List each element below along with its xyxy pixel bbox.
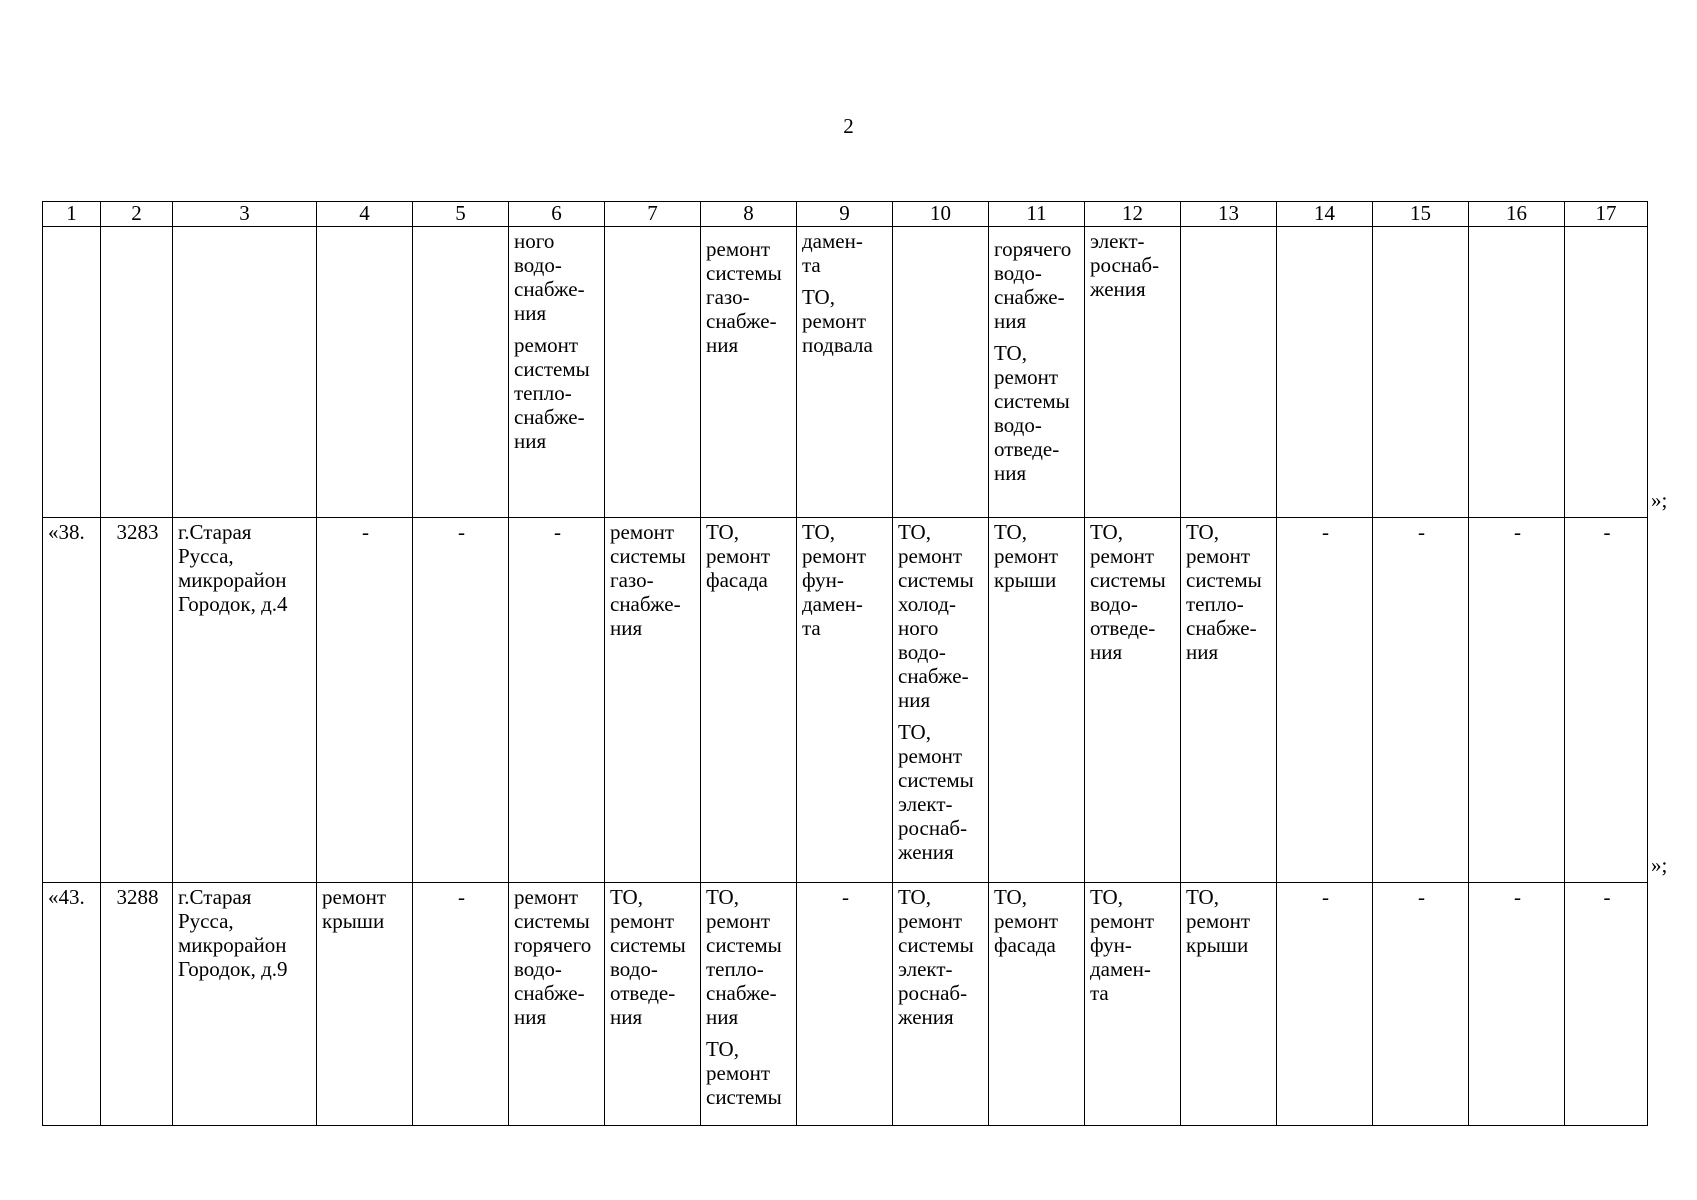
cell-text-line: ния xyxy=(514,301,547,325)
cell-text-line: ТО, xyxy=(1186,520,1219,544)
cell-paragraph xyxy=(1282,885,1369,909)
cell-text-line: роснаб- xyxy=(898,816,968,840)
cell-text-line: дамен- xyxy=(802,592,863,616)
table-cell-col-8 xyxy=(701,883,797,1126)
cell-text-line: системы xyxy=(898,933,974,957)
cell-text-line: системы xyxy=(706,1085,782,1109)
cell-text-line: - xyxy=(458,520,465,544)
row-closing-quote: »; xyxy=(1651,852,1668,877)
cell-paragraph xyxy=(1378,520,1465,544)
cell-paragraph xyxy=(1474,885,1561,909)
cell-text-line: ТО, xyxy=(802,520,835,544)
cell-text-line: фасада xyxy=(994,933,1056,957)
column-header-16: 16 xyxy=(1469,202,1565,227)
table-cell-col-15 xyxy=(1373,227,1469,518)
cell-text-line: ного xyxy=(514,229,555,253)
cell-text-line: ремонт xyxy=(322,885,387,909)
cell-text-line: отведе- xyxy=(610,981,676,1005)
cell-paragraph xyxy=(610,520,697,640)
cell-text-line: - xyxy=(1603,520,1611,544)
table-cell-col-3 xyxy=(173,227,317,518)
table-row xyxy=(43,883,1648,1126)
cell-text-line: г.Старая xyxy=(178,520,252,544)
table-cell-col-13 xyxy=(1181,883,1277,1126)
cell-text-line: ТО, xyxy=(898,520,931,544)
cell-text-line: - xyxy=(1322,520,1329,544)
column-header-3: 3 xyxy=(173,202,317,227)
cell-text-line: горячего xyxy=(514,933,592,957)
column-header-6: 6 xyxy=(509,202,605,227)
cell-text-line: фун- xyxy=(802,568,844,592)
cell-paragraph xyxy=(994,341,1081,485)
cell-text-line: отведе- xyxy=(994,437,1060,461)
cell-paragraph xyxy=(514,333,601,453)
cell-text-line: элект- xyxy=(1090,229,1145,253)
cell-paragraph xyxy=(802,229,889,277)
cell-paragraph xyxy=(1378,885,1465,909)
table-cell-col-15 xyxy=(1373,883,1469,1126)
cell-text-line: дамен- xyxy=(1090,957,1151,981)
cell-text-line: снабже- xyxy=(994,285,1065,309)
cell-text-line: жения xyxy=(898,840,954,864)
table-cell-col-10 xyxy=(893,883,989,1126)
cell-paragraph xyxy=(802,520,889,640)
cell-paragraph xyxy=(178,520,313,616)
table-cell-col-16 xyxy=(1469,227,1565,518)
cell-paragraph xyxy=(48,885,97,909)
cell-text-line: ТО, xyxy=(706,1037,739,1061)
cell-text-line: ТО, xyxy=(610,885,643,909)
cell-paragraph xyxy=(706,885,793,1029)
cell-text-line: ремонт xyxy=(514,885,579,909)
cell-text-line: газо- xyxy=(610,568,654,592)
cell-text-line: снабже- xyxy=(514,405,585,429)
table-cell-col-8 xyxy=(701,227,797,518)
table-cell-col-7 xyxy=(605,227,701,518)
table-cell-col-6 xyxy=(509,883,605,1126)
table-cell-col-16 xyxy=(1469,883,1565,1126)
table-cell-col-13 xyxy=(1181,227,1277,518)
cell-paragraph xyxy=(106,885,169,909)
cell-text-line: ния xyxy=(706,1005,739,1029)
column-header-5: 5 xyxy=(413,202,509,227)
cell-text-line: - xyxy=(1514,520,1521,544)
cell-paragraph xyxy=(1570,520,1644,544)
table-cell-col-3 xyxy=(173,883,317,1126)
cell-text-line: системы xyxy=(610,544,686,568)
cell-text-line: холод- xyxy=(898,592,956,616)
cell-text-line: водо- xyxy=(994,261,1042,285)
cell-text-line: ремонт xyxy=(610,520,675,544)
cell-text-line: та xyxy=(1090,981,1109,1005)
cell-text-line: ния xyxy=(1090,640,1123,664)
table-cell-col-13 xyxy=(1181,518,1277,883)
cell-paragraph xyxy=(898,520,985,712)
cell-paragraph xyxy=(418,885,505,909)
cell-text-line: снабже- xyxy=(514,277,585,301)
cell-paragraph xyxy=(706,237,793,357)
table-cell-col-15 xyxy=(1373,518,1469,883)
table-cell-col-12 xyxy=(1085,227,1181,518)
cell-text-line: ТО, xyxy=(994,520,1027,544)
table-cell-col-1 xyxy=(43,227,101,518)
cell-text-line: ремонт xyxy=(898,544,963,568)
cell-paragraph xyxy=(802,885,889,909)
cell-text-line: микрорайон xyxy=(178,568,287,592)
cell-text-line: ремонт xyxy=(898,909,963,933)
cell-paragraph xyxy=(1570,885,1644,909)
cell-text-line: ТО, xyxy=(994,341,1027,365)
cell-paragraph xyxy=(994,885,1081,957)
cell-text-line: тепло- xyxy=(706,957,764,981)
column-header-8: 8 xyxy=(701,202,797,227)
cell-paragraph xyxy=(514,229,601,325)
cell-paragraph xyxy=(1090,229,1177,301)
cell-text-line: системы xyxy=(1186,568,1262,592)
cell-text-line: отведе- xyxy=(1090,616,1156,640)
table-cell-col-11 xyxy=(989,883,1085,1126)
cell-paragraph xyxy=(1282,520,1369,544)
cell-text-line: горячего xyxy=(994,237,1072,261)
table-cell-col-10 xyxy=(893,227,989,518)
cell-text-line: - xyxy=(554,520,561,544)
cell-text-line: ремонт xyxy=(706,237,771,261)
table-cell-col-9 xyxy=(797,883,893,1126)
table-cell-col-16 xyxy=(1469,518,1565,883)
cell-text-line: ТО, xyxy=(1186,885,1219,909)
cell-text-line: роснаб- xyxy=(1090,253,1160,277)
cell-text-line: ного xyxy=(898,616,939,640)
table-cell-col-4 xyxy=(317,883,413,1126)
column-header-11: 11 xyxy=(989,202,1085,227)
table-cell-col-17 xyxy=(1565,518,1648,883)
cell-paragraph xyxy=(322,885,409,933)
cell-text-line: Русса, xyxy=(178,544,234,568)
cell-text-line: Городок, д.9 xyxy=(178,957,288,981)
table-cell-col-1 xyxy=(43,883,101,1126)
table-cell-col-5 xyxy=(413,227,509,518)
cell-text-line: водо- xyxy=(514,253,562,277)
table-cell-col-17 xyxy=(1565,227,1648,518)
cell-text-line: системы xyxy=(706,933,782,957)
table-cell-col-10 xyxy=(893,518,989,883)
cell-text-line: жения xyxy=(898,1005,954,1029)
cell-paragraph xyxy=(1090,520,1177,664)
cell-text-line: ремонт xyxy=(706,544,771,568)
cell-text-line: ТО, xyxy=(1090,520,1123,544)
cell-text-line: крыши xyxy=(322,909,385,933)
cell-text-line: ния xyxy=(610,616,643,640)
cell-text-line: жения xyxy=(1090,277,1146,301)
table-cell-col-1 xyxy=(43,518,101,883)
cell-text-line: - xyxy=(1603,885,1611,909)
cell-text-line: ремонт xyxy=(994,544,1059,568)
cell-text-line: ремонт xyxy=(1090,544,1155,568)
cell-text-line: ния xyxy=(514,429,547,453)
cell-text-line: ния xyxy=(1186,640,1219,664)
column-header-2: 2 xyxy=(101,202,173,227)
column-header-13: 13 xyxy=(1181,202,1277,227)
cell-text-line: Городок, д.4 xyxy=(178,592,288,616)
cell-text-line: элект- xyxy=(898,792,953,816)
repair-schedule-table xyxy=(42,201,1648,1126)
cell-text-line: ремонт xyxy=(706,909,771,933)
column-header-9: 9 xyxy=(797,202,893,227)
table-cell-col-3 xyxy=(173,518,317,883)
cell-text-line: тепло- xyxy=(514,381,572,405)
cell-text-line: ремонт xyxy=(514,333,579,357)
cell-text-line: ТО, xyxy=(898,885,931,909)
table-cell-col-14 xyxy=(1277,883,1373,1126)
cell-paragraph xyxy=(898,720,985,864)
cell-text-line: системы xyxy=(898,768,974,792)
column-header-7: 7 xyxy=(605,202,701,227)
cell-text-line: дамен- xyxy=(802,229,863,253)
cell-text-line: элект- xyxy=(898,957,953,981)
cell-text-line: ТО, xyxy=(706,885,739,909)
cell-text-line: ремонт xyxy=(802,544,867,568)
cell-text-line: ремонт xyxy=(1186,909,1251,933)
cell-text-line: газо- xyxy=(706,285,750,309)
table-cell-col-5 xyxy=(413,518,509,883)
cell-text-line: ния xyxy=(706,333,739,357)
cell-text-line: снабже- xyxy=(1186,616,1257,640)
cell-paragraph xyxy=(1186,885,1273,957)
cell-text-line: снабже- xyxy=(706,309,777,333)
table-cell-col-8 xyxy=(701,518,797,883)
cell-text-line: водо- xyxy=(610,957,658,981)
cell-text-line: водо- xyxy=(994,413,1042,437)
cell-text-line: системы xyxy=(610,933,686,957)
cell-paragraph xyxy=(898,885,985,1029)
cell-paragraph xyxy=(514,520,601,544)
cell-text-line: системы xyxy=(514,909,590,933)
table-cell-col-4 xyxy=(317,518,413,883)
cell-paragraph xyxy=(514,885,601,1029)
table-cell-col-6 xyxy=(509,518,605,883)
cell-text-line: - xyxy=(1418,885,1425,909)
cell-text-line: - xyxy=(1418,520,1425,544)
cell-text-line: ния xyxy=(898,688,931,712)
cell-paragraph xyxy=(106,520,169,544)
table-cell-col-2 xyxy=(101,227,173,518)
cell-paragraph xyxy=(1090,885,1177,1005)
table-cell-col-11 xyxy=(989,518,1085,883)
table-header-row xyxy=(43,202,1648,227)
cell-text-line: ремонт xyxy=(994,365,1059,389)
table-row xyxy=(43,227,1648,518)
cell-text-line: 3283 xyxy=(116,520,159,544)
cell-text-line: снабже- xyxy=(898,664,969,688)
table-cell-col-14 xyxy=(1277,518,1373,883)
cell-text-line: ремонт xyxy=(802,309,867,333)
cell-text-line: - xyxy=(362,520,369,544)
cell-text-line: ТО, xyxy=(706,520,739,544)
table-cell-col-4 xyxy=(317,227,413,518)
cell-text-line: тепло- xyxy=(1186,592,1244,616)
cell-text-line: микрорайон xyxy=(178,933,287,957)
table-row xyxy=(43,518,1648,883)
table-cell-col-17 xyxy=(1565,883,1648,1126)
column-header-15: 15 xyxy=(1373,202,1469,227)
cell-text-line: ния xyxy=(610,1005,643,1029)
cell-text-line: ремонт xyxy=(994,909,1059,933)
cell-text-line: ремонт xyxy=(1090,909,1155,933)
cell-text-line: фасада xyxy=(706,568,768,592)
cell-paragraph xyxy=(802,285,889,357)
column-header-4: 4 xyxy=(317,202,413,227)
cell-text-line: крыши xyxy=(994,568,1057,592)
cell-text-line: ремонт xyxy=(1186,544,1251,568)
cell-text-line: - xyxy=(458,885,465,909)
cell-text-line: системы xyxy=(706,261,782,285)
cell-text-line: ТО, xyxy=(802,285,835,309)
cell-text-line: та xyxy=(802,616,821,640)
cell-paragraph xyxy=(48,520,97,544)
cell-text-line: ТО, xyxy=(994,885,1027,909)
cell-text-line: ремонт xyxy=(706,1061,771,1085)
cell-text-line: роснаб- xyxy=(898,981,968,1005)
cell-text-line: подвала xyxy=(802,333,873,357)
cell-paragraph xyxy=(1186,520,1273,664)
table-cell-col-9 xyxy=(797,227,893,518)
cell-text-line: крыши xyxy=(1186,933,1249,957)
cell-paragraph xyxy=(178,885,313,981)
cell-text-line: Русса, xyxy=(178,909,234,933)
cell-text-line: ТО, xyxy=(1090,885,1123,909)
cell-text-line: «38. xyxy=(48,520,85,544)
cell-text-line: водо- xyxy=(898,640,946,664)
cell-paragraph xyxy=(418,520,505,544)
table-cell-col-7 xyxy=(605,883,701,1126)
cell-text-line: системы xyxy=(1090,568,1166,592)
table-cell-col-11 xyxy=(989,227,1085,518)
cell-text-line: ния xyxy=(994,309,1027,333)
table-cell-col-7 xyxy=(605,518,701,883)
cell-text-line: ремонт xyxy=(610,909,675,933)
row-closing-quote: »; xyxy=(1651,487,1668,512)
cell-text-line: - xyxy=(842,885,849,909)
cell-text-line: ремонт xyxy=(898,744,963,768)
column-header-12: 12 xyxy=(1085,202,1181,227)
cell-paragraph xyxy=(994,237,1081,333)
cell-text-line: водо- xyxy=(1090,592,1138,616)
column-header-17: 17 xyxy=(1565,202,1648,227)
cell-text-line: системы xyxy=(514,357,590,381)
table-cell-col-14 xyxy=(1277,227,1373,518)
table-cell-col-2 xyxy=(101,518,173,883)
cell-paragraph xyxy=(322,520,409,544)
table-cell-col-6 xyxy=(509,227,605,518)
table-cell-col-2 xyxy=(101,883,173,1126)
cell-text-line: системы xyxy=(898,568,974,592)
column-header-10: 10 xyxy=(893,202,989,227)
cell-text-line: снабже- xyxy=(514,981,585,1005)
cell-text-line: ния xyxy=(994,461,1027,485)
cell-text-line: 3288 xyxy=(116,885,159,909)
cell-paragraph xyxy=(994,520,1081,592)
cell-text-line: «43. xyxy=(48,885,85,909)
cell-text-line: - xyxy=(1514,885,1521,909)
cell-text-line: снабже- xyxy=(610,592,681,616)
table-cell-col-5 xyxy=(413,883,509,1126)
cell-text-line: ТО, xyxy=(898,720,931,744)
cell-text-line: снабже- xyxy=(706,981,777,1005)
table-cell-col-12 xyxy=(1085,518,1181,883)
cell-text-line: фун- xyxy=(1090,933,1132,957)
cell-paragraph xyxy=(1474,520,1561,544)
table-cell-col-12 xyxy=(1085,883,1181,1126)
cell-text-line: - xyxy=(1322,885,1329,909)
cell-text-line: водо- xyxy=(514,957,562,981)
cell-text-line: ния xyxy=(514,1005,547,1029)
cell-paragraph xyxy=(706,520,793,592)
cell-text-line: г.Старая xyxy=(178,885,252,909)
cell-text-line: та xyxy=(802,253,821,277)
column-header-1: 1 xyxy=(43,202,101,227)
table-cell-col-9 xyxy=(797,518,893,883)
page-number: 2 xyxy=(843,114,854,138)
cell-text-line: системы xyxy=(994,389,1070,413)
cell-paragraph xyxy=(706,1037,793,1109)
column-header-14: 14 xyxy=(1277,202,1373,227)
cell-paragraph xyxy=(610,885,697,1029)
